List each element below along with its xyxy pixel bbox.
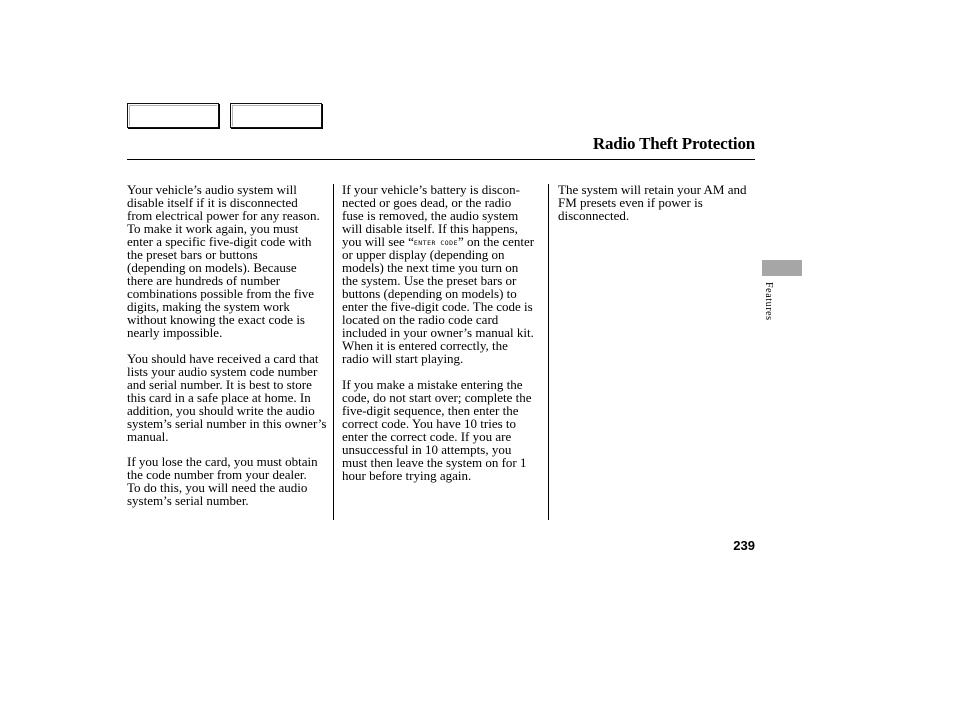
text-line: If your vehicle’s battery is discon- [342, 182, 520, 197]
text-line: If you lose the card, you must obtain [127, 454, 318, 469]
text-line: disconnected. [558, 208, 630, 223]
display-readout-text: ENTER CODE [413, 239, 458, 247]
text-line: correct code. You have 10 tries to [342, 415, 517, 431]
text-line: system’s serial number in this owner’s [127, 415, 327, 431]
text-line: addition, you should write the audio [127, 402, 315, 418]
text-line: the system. Use the preset bars or [342, 273, 517, 288]
text-line: nearly impossible. [127, 325, 223, 340]
text-column-3 [558, 183, 746, 235]
text-line: models) the next time you turn on [342, 260, 519, 275]
text-line: When it is entered correctly, the [342, 338, 508, 353]
text-line: system’s serial number. [127, 493, 249, 508]
text-line: manual. [127, 428, 169, 444]
text-line: nected or goes dead, or the radio [342, 195, 512, 210]
title-rule [127, 159, 755, 160]
paragraph [127, 352, 326, 443]
text-column-2 [342, 183, 534, 494]
page-title: Radio Theft Protection [592, 134, 755, 153]
text-line: fuse is removed, the audio system [342, 208, 519, 223]
page-number: 239 [733, 538, 755, 553]
text-line: hour before trying again. [342, 467, 472, 483]
paragraph [127, 455, 326, 507]
text-line: To do this, you will need the audio [127, 480, 308, 495]
text-line: located on the radio code card [342, 312, 499, 327]
text-column-1 [127, 183, 326, 520]
text-line: unsuccessful in 10 attempts, you [342, 441, 512, 457]
text-line: buttons (depending on models) to [342, 286, 517, 301]
text-line: the code number from your dealer. [127, 467, 307, 482]
text-line: digits, making the system work [127, 299, 290, 314]
text-line: from electrical power for any reason. [127, 208, 320, 223]
text-line: You should have received a card that [127, 350, 319, 366]
text-line: disable itself if it is disconnected [127, 195, 298, 210]
column-divider [333, 184, 334, 520]
section-tab-label: Features [763, 282, 774, 321]
paragraph [342, 183, 534, 365]
text-line: enter a specific five-digit code with [127, 234, 312, 249]
text-line: the preset bars or buttons [127, 247, 258, 262]
text-line: Your vehicle’s audio system will [127, 182, 297, 197]
text-line: The system will retain your AM and [558, 182, 747, 197]
text-line: combinations possible from the five [127, 286, 315, 301]
paragraph [558, 183, 746, 222]
text-line: and serial number. It is best to store [127, 376, 312, 392]
text-line: code, do not start over; complete the [342, 389, 532, 405]
text-line: FM presets even if power is [558, 195, 703, 210]
paragraph [127, 183, 326, 339]
nav-button-2[interactable] [230, 103, 322, 128]
text-line: without knowing the exact code is [127, 312, 305, 327]
text-line: five-digit sequence, then enter the [342, 402, 519, 418]
text-line: To make it work again, you must [127, 221, 299, 236]
text-line: enter the correct code. If you are [342, 428, 512, 444]
text-line: must then leave the system on for 1 [342, 454, 527, 470]
text-fragment: you will see “ [342, 234, 414, 249]
text-fragment: ” on the center [457, 234, 535, 249]
text-line: there are hundreds of number [127, 273, 281, 288]
text-line: If you make a mistake entering the [342, 376, 523, 392]
section-tab [762, 260, 802, 276]
text-line: will disable itself. If this happens, [342, 221, 518, 236]
text-line: lists your audio system code number [127, 363, 318, 379]
nav-button-1[interactable] [127, 103, 219, 128]
text-line: enter the five-digit code. The code is [342, 299, 533, 314]
text-line: (depending on models). Because [127, 260, 297, 275]
text-line: or upper display (depending on [342, 247, 505, 262]
text-line: radio will start playing. [342, 351, 464, 366]
column-divider [548, 184, 549, 520]
text-line: this card in a safe place at home. In [127, 389, 311, 405]
text-line: included in your owner’s manual kit. [342, 325, 534, 340]
paragraph [342, 378, 534, 482]
